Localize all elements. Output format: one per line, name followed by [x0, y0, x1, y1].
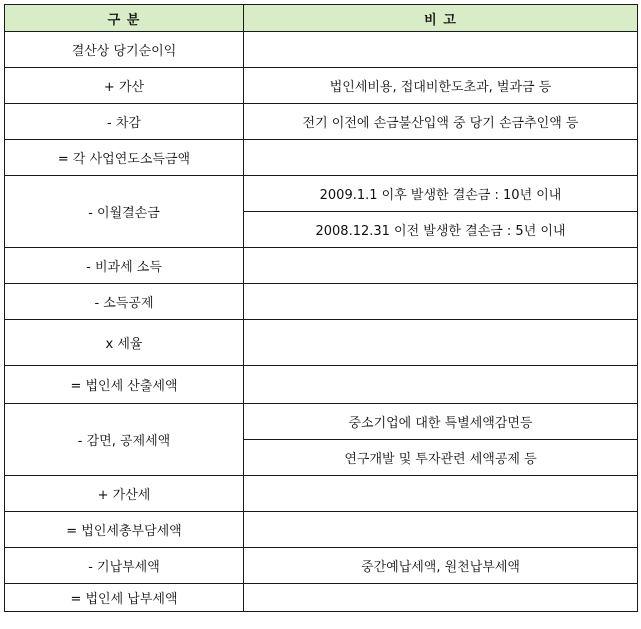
- row-label: - 차감: [5, 104, 244, 140]
- table-row: [5, 404, 638, 440]
- header-row: [5, 5, 638, 32]
- row-note: 2009.1.1 이후 발생한 결손금 : 10년 이내: [244, 176, 638, 212]
- row-note: [244, 140, 638, 176]
- row-label: = 법인세총부담세액: [5, 512, 244, 548]
- row-note: [244, 320, 638, 366]
- row-note: [244, 476, 638, 512]
- table-row: [5, 548, 638, 584]
- table-row: [5, 140, 638, 176]
- row-note: [244, 512, 638, 548]
- row-note: 중소기업에 대한 특별세액감면등: [244, 404, 638, 440]
- row-label: + 가산: [5, 68, 244, 104]
- row-note: [244, 284, 638, 320]
- table-row: [5, 366, 638, 404]
- row-label: = 각 사업연도소득금액: [5, 140, 244, 176]
- row-label: - 소득공제: [5, 284, 244, 320]
- row-label: - 감면, 공제세액: [5, 404, 244, 476]
- table-row: [5, 104, 638, 140]
- row-label: - 이월결손금: [5, 176, 244, 248]
- header-category: 구 분: [5, 5, 244, 32]
- row-note: 전기 이전에 손금불산입액 중 당기 손금추인액 등: [244, 104, 638, 140]
- row-label: = 법인세 산출세액: [5, 366, 244, 404]
- row-label: 결산상 당기순이익: [5, 32, 244, 68]
- table-row: [5, 248, 638, 284]
- table-row: [5, 176, 638, 212]
- row-note: 법인세비용, 접대비한도초과, 벌과금 등: [244, 68, 638, 104]
- table-row: [5, 32, 638, 68]
- table-row: [5, 512, 638, 548]
- row-label: x 세율: [5, 320, 244, 366]
- tax-calculation-table: [4, 4, 638, 612]
- row-note: [244, 248, 638, 284]
- table-row: [5, 476, 638, 512]
- row-label: - 비과세 소득: [5, 248, 244, 284]
- row-note: [244, 584, 638, 612]
- row-note: [244, 32, 638, 68]
- row-label: = 법인세 납부세액: [5, 584, 244, 612]
- table-row: [5, 584, 638, 612]
- row-note: 2008.12.31 이전 발생한 결손금 : 5년 이내: [244, 212, 638, 248]
- table-row: [5, 320, 638, 366]
- row-label: + 가산세: [5, 476, 244, 512]
- table-row: [5, 68, 638, 104]
- row-label: - 기납부세액: [5, 548, 244, 584]
- row-note: 연구개발 및 투자관련 세액공제 등: [244, 440, 638, 476]
- header-remarks: 비 고: [244, 5, 638, 32]
- row-note: [244, 366, 638, 404]
- row-note: 중간예납세액, 원천납부세액: [244, 548, 638, 584]
- table-row: [5, 284, 638, 320]
